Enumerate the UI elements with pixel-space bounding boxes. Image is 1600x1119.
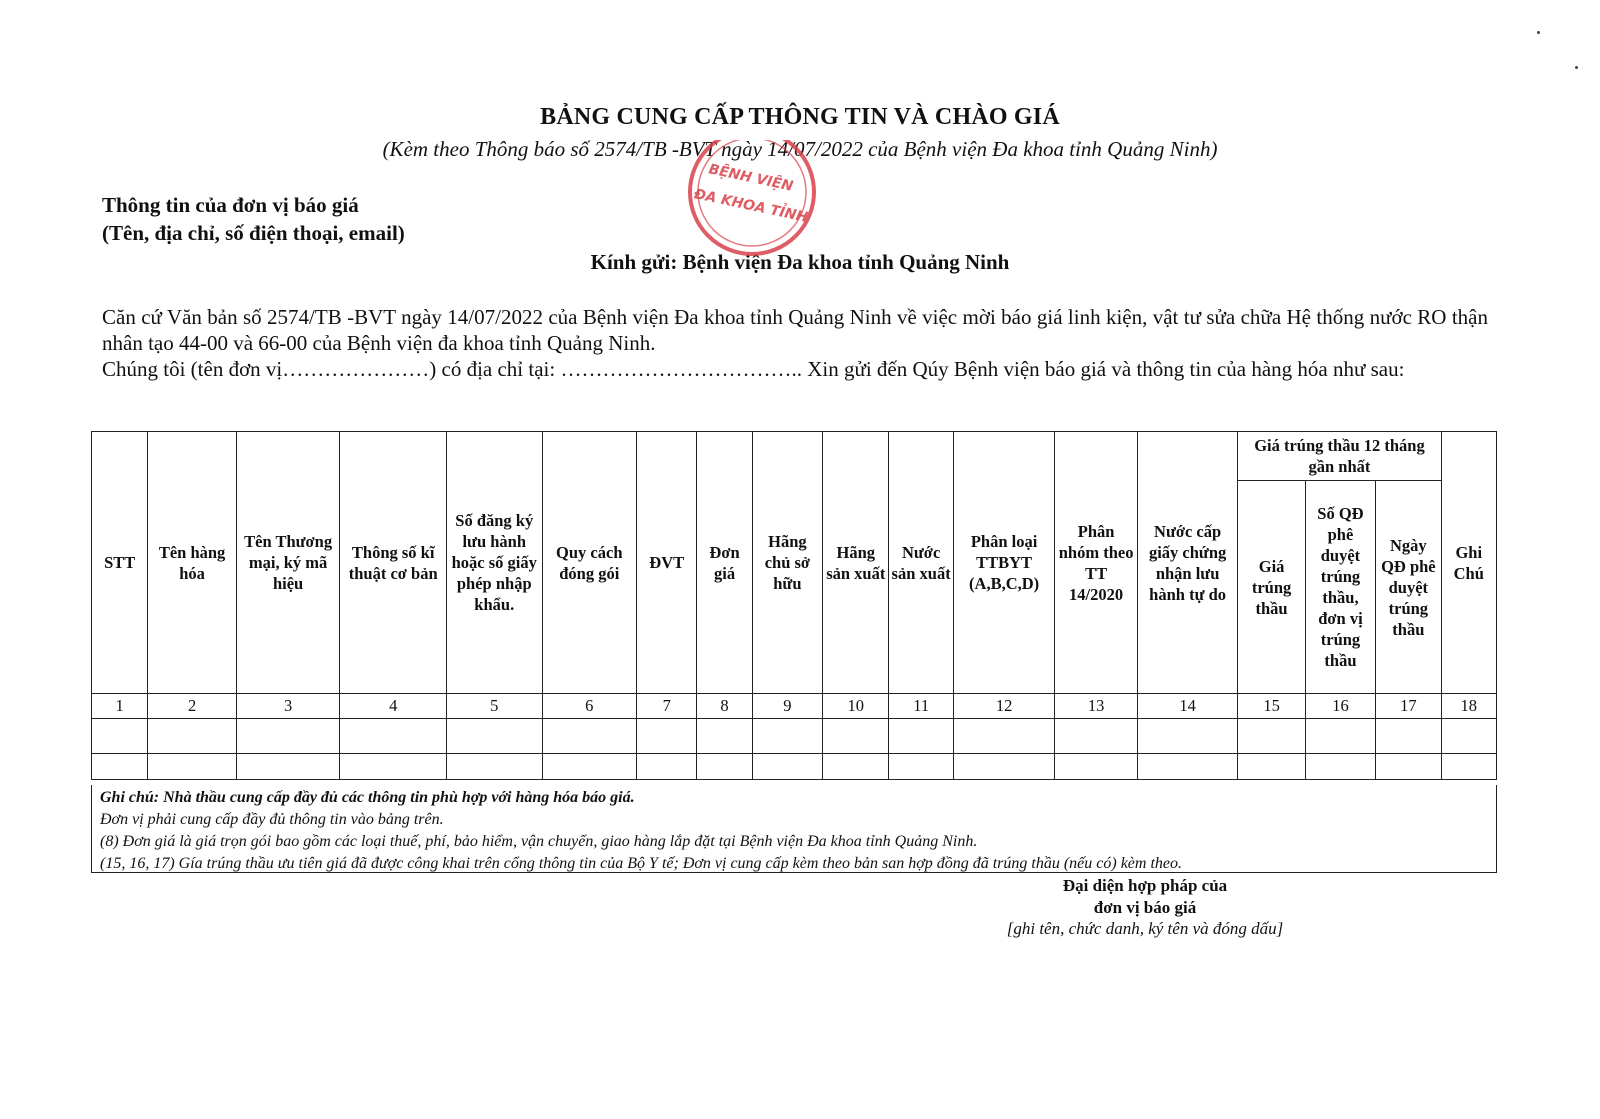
col-number: 2: [148, 694, 237, 719]
col-number: 12: [953, 694, 1055, 719]
col-header: Tên hàng hóa: [148, 432, 237, 694]
col-number: 16: [1305, 694, 1375, 719]
sender-info-heading: Thông tin của đơn vị báo giá: [102, 193, 359, 217]
stamp-text-bottom: ĐA KHOA TỈNH: [692, 186, 810, 226]
body-paragraph-1: Căn cứ Văn bản số 2574/TB -BVT ngày 14/07/2022 của Bệnh viện Đa khoa tỉnh Quảng Ninh về việc mời báo giá linh kiện, vật tư sửa chữa Hệ thống nước RO thận nhân tạo 44-00 và 66-00 của Bệnh viện đa khoa tỉnh Quảng Ninh.: [102, 305, 1488, 355]
body-paragraph-2: Chúng tôi (tên đơn vị…………………) có địa chỉ tại: …………………………….. Xin gửi đến Qúy Bệnh viện báo giá và thông tin của hàng hóa như sau:: [102, 357, 1405, 381]
sender-info-fields: (Tên, địa chỉ, số điện thoại, email): [102, 221, 405, 245]
document-subtitle: (Kèm theo Thông báo số 2574/TB -BVT ngày 14/07/2022 của Bệnh viện Đa khoa tỉnh Quảng Ninh): [382, 137, 1218, 161]
hospital-stamp: [652, 140, 832, 290]
body-paragraphs: [102, 304, 1488, 382]
col-header: Ghi Chú: [1441, 432, 1496, 694]
col-number: 4: [340, 694, 447, 719]
col-number: 11: [889, 694, 953, 719]
col-header: Hãng sản xuất: [823, 432, 889, 694]
col-number: 9: [752, 694, 822, 719]
col-number: 3: [236, 694, 340, 719]
col-header: Tên Thương mại, ký mã hiệu: [236, 432, 340, 694]
note-line: (8) Đơn giá là giá trọn gói bao gồm các loại thuế, phí, bảo hiểm, vận chuyển, giao hàng lắp đặt tại Bệnh viện Đa khoa tỉnh Quảng Ninh.: [100, 833, 978, 850]
group-col-header: Số QĐ phê duyệt trúng thầu, đơn vị trúng thầu: [1305, 481, 1375, 694]
quotation-table: [91, 431, 1497, 780]
col-number: 14: [1137, 694, 1238, 719]
group-col-header: Giá trúng thầu: [1238, 481, 1305, 694]
col-number: 17: [1376, 694, 1441, 719]
column-number-row: [92, 694, 1497, 719]
stamp-text-top: BỆNH VIỆN: [707, 161, 795, 195]
notes-box: [91, 785, 1497, 873]
table-row: [92, 719, 1497, 754]
col-number: 15: [1238, 694, 1305, 719]
col-header: Phân loại TTBYT (A,B,C,D): [953, 432, 1055, 694]
col-header: Phân nhóm theo TT 14/2020: [1055, 432, 1137, 694]
col-number: 13: [1055, 694, 1137, 719]
col-number: 10: [823, 694, 889, 719]
note-line: (15, 16, 17) Gía trúng thầu ưu tiên giá đã được công khai trên cổng thông tin của Bộ Y tế; Đơn vị cung cấp kèm theo bản san hợp đồng đã trúng thầu (nếu có) kèm theo.: [100, 855, 1183, 872]
col-header: ĐVT: [637, 432, 697, 694]
col-header: Nước sản xuất: [889, 432, 953, 694]
col-header: Đơn giá: [697, 432, 752, 694]
recipient-line: Kính gửi: Bệnh viện Đa khoa tỉnh Quảng Ninh: [590, 250, 1010, 274]
group-col-header: Ngày QĐ phê duyệt trúng thầu: [1376, 481, 1441, 694]
col-number: 18: [1441, 694, 1496, 719]
note-line: Ghi chú: Nhà thầu cung cấp đầy đủ các thông tin phù hợp với hàng hóa báo giá.: [100, 789, 635, 806]
col-number: 5: [446, 694, 542, 719]
document-title: BẢNG CUNG CẤP THÔNG TIN VÀ CHÀO GIÁ: [540, 104, 1060, 130]
col-header: STT: [92, 432, 148, 694]
speck: [1575, 66, 1578, 69]
col-header: Hãng chủ sở hữu: [752, 432, 822, 694]
col-header: Quy cách đóng gói: [542, 432, 637, 694]
signature-instruction: [ghi tên, chức danh, ký tên và đóng dấu]: [1006, 919, 1284, 938]
col-number: 1: [92, 694, 148, 719]
col-header: Nước cấp giấy chứng nhận lưu hành tự do: [1137, 432, 1238, 694]
group-header: Giá trúng thầu 12 tháng gần nhất: [1238, 432, 1441, 481]
signature-subtitle: đơn vị báo giá: [1093, 898, 1197, 917]
col-header: Số đăng ký lưu hành hoặc số giấy phép nhập khẩu.: [446, 432, 542, 694]
table-row: [92, 754, 1497, 780]
col-number: 7: [637, 694, 697, 719]
col-number: 6: [542, 694, 637, 719]
note-line: Đơn vị phải cung cấp đầy đủ thông tin vào bảng trên.: [100, 811, 444, 828]
col-number: 8: [697, 694, 752, 719]
speck: [1537, 31, 1540, 34]
col-header: Thông số kĩ thuật cơ bản: [340, 432, 447, 694]
signature-title: Đại diện hợp pháp của: [1062, 876, 1228, 895]
